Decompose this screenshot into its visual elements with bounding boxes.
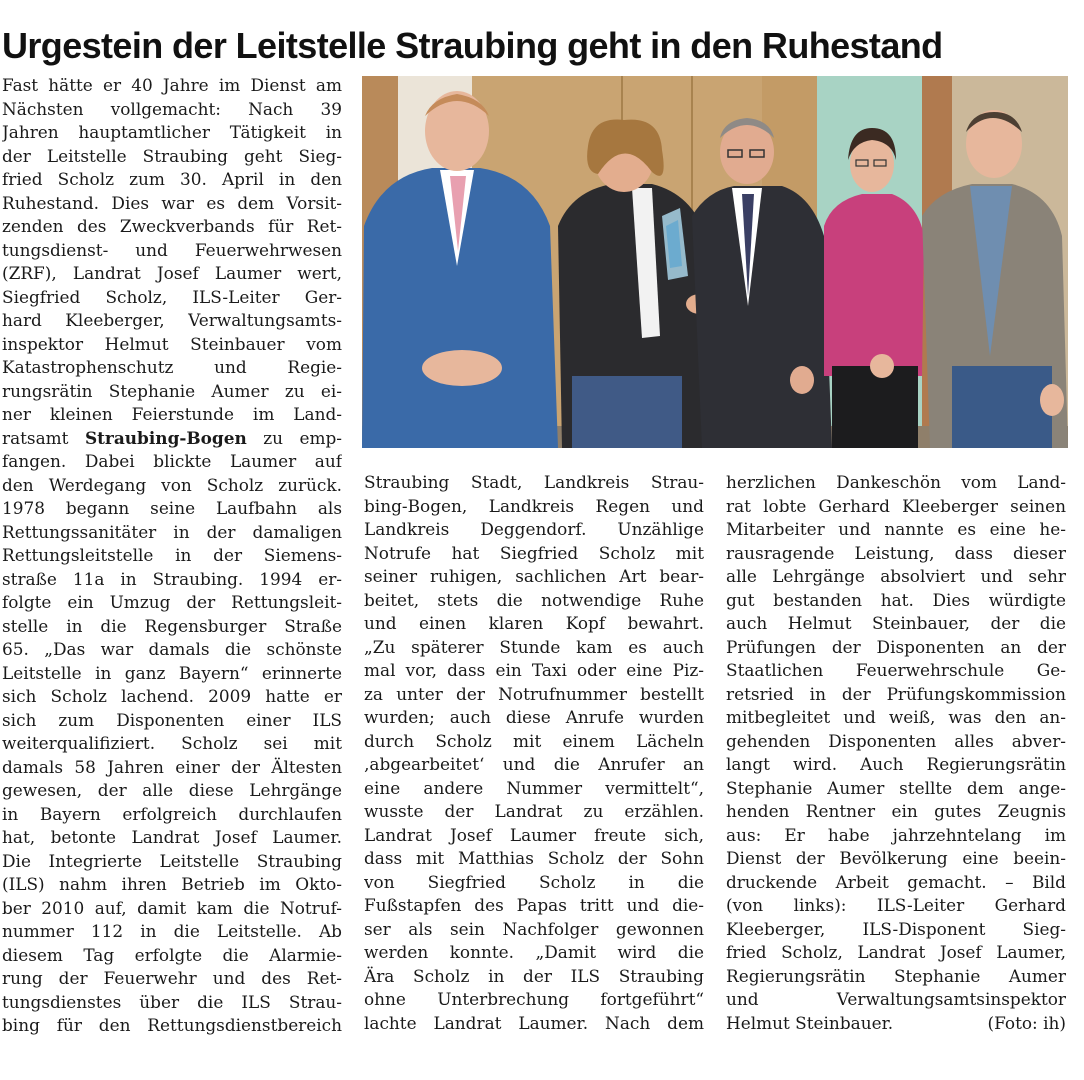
text-line: fried Scholz zum 30. April in den xyxy=(2,169,342,189)
text-line: hard Kleeberger, Verwaltungsamts- xyxy=(2,310,342,330)
text-line: (von links): ILS-Leiter Gerhard xyxy=(726,895,1066,915)
group-photo xyxy=(362,76,1068,448)
text-line: eine andere Nummer vermittelt“, xyxy=(364,777,704,798)
text-line: seiner ruhigen, sachlichen Art bear- xyxy=(364,566,704,586)
text-line: Fußstapfen des Papas tritt und die- xyxy=(364,895,704,915)
text-line: zenden des Zweckverbands für Ret- xyxy=(2,216,342,236)
text-line: ‚abgearbeitet‘ und die Anrufer an xyxy=(364,754,704,774)
text-line: Die Integrierte Leitstelle Straubing xyxy=(2,850,342,871)
text-line: Staatlichen Feuerwehrschule Ge- xyxy=(726,660,1066,680)
group-photo-illustration xyxy=(362,76,1068,448)
text-line: bing-Bogen, Landkreis Regen und xyxy=(364,495,704,516)
article-column-1 xyxy=(2,74,342,1038)
text-line: lachte Landrat Laumer. Nach dem xyxy=(364,1012,704,1033)
text-line: tungsdienstes über die ILS Strau- xyxy=(2,991,342,1012)
text-line: druckende Arbeit gemacht. – Bild xyxy=(726,871,1066,892)
text-line: Regierungsrätin Stephanie Aumer xyxy=(726,965,1066,986)
text-line: durch Scholz mit einem Lächeln xyxy=(364,730,704,751)
text-line: retsried in der Prüfungskommission xyxy=(726,683,1066,704)
text-line: langt wird. Auch Regierungsrätin xyxy=(726,754,1066,774)
text-line xyxy=(2,427,342,451)
text-line: aus: Er habe jahrzehntelang im xyxy=(726,824,1066,845)
text-line: gehenden Disponenten alles abver- xyxy=(726,730,1066,751)
text-line: „Zu späterer Stunde kam es auch xyxy=(364,636,704,657)
article-column-3 xyxy=(726,471,1066,1035)
text-line: Rettungssanitäter in der damaligen xyxy=(2,521,342,542)
text-line: Fast hätte er 40 Jahre im Dienst am xyxy=(2,75,342,95)
text-line: 65. „Das war damals die schönste xyxy=(2,639,342,659)
text-line: stelle in die Regensburger Straße xyxy=(2,615,342,636)
text-line: auch Helmut Steinbauer, der die xyxy=(726,613,1066,633)
text-line: Nächsten vollgemacht: Nach 39 xyxy=(2,98,342,119)
text-line: sich Scholz lachend. 2009 hatte er xyxy=(2,686,342,706)
text-line: ner kleinen Feierstunde im Land- xyxy=(2,404,342,424)
text-line: (ZRF), Landrat Josef Laumer wert, xyxy=(2,263,342,283)
text-line: Jahren hauptamtlicher Tätigkeit in xyxy=(2,122,342,142)
text-line: rungsrätin Stephanie Aumer zu ei- xyxy=(2,380,342,401)
text-line: (ILS) nahm ihren Betrieb im Okto- xyxy=(2,874,342,894)
headline: Urgestein der Leitstelle Straubing geht in den Ruhestand xyxy=(2,25,943,66)
article-column-2 xyxy=(364,471,704,1035)
photo-credit: (Foto: ih) xyxy=(987,1012,1066,1033)
text-line: henden Rentner ein gutes Zeugnis xyxy=(726,801,1066,821)
text-line: ber 2010 auf, damit kam die Notruf- xyxy=(2,897,342,918)
text-line: Dienst der Bevölkerung eine beein- xyxy=(726,848,1066,868)
text-line: Landrat Josef Laumer freute sich, xyxy=(364,824,704,845)
text-line: Rettungsleitstelle in der Siemens- xyxy=(2,545,342,565)
text-run: Helmut Steinbauer. xyxy=(726,1012,894,1033)
text-line: alle Lehrgänge absolviert und sehr xyxy=(726,566,1066,586)
text-line: rausragende Leistung, dass dieser xyxy=(726,542,1066,563)
text-line: 1978 begann seine Laufbahn als xyxy=(2,498,342,518)
text-line: Prüfungen der Disponenten an der xyxy=(726,636,1066,657)
text-line: inspektor Helmut Steinbauer vom xyxy=(2,333,342,354)
text-line: beitet, stets die notwendige Ruhe xyxy=(364,589,704,610)
text-line: wusste der Landrat zu erzählen. xyxy=(364,801,704,821)
text-line: ohne Unterbrechung fortgeführt“ xyxy=(364,989,704,1009)
text-line: weiterqualifiziert. Scholz sei mit xyxy=(2,733,342,753)
text-line: von Siegfried Scholz in die xyxy=(364,871,704,892)
text-line: Ära Scholz in der ILS Straubing xyxy=(364,965,704,986)
text-line: bing für den Rettungsdienstbereich xyxy=(2,1015,342,1035)
text-line: dass mit Matthias Scholz der Sohn xyxy=(364,848,704,868)
text-line: damals 58 Jahren einer der Ältesten xyxy=(2,756,342,777)
text-line: Katastrophenschutz und Regie- xyxy=(2,357,342,377)
text-line: diesem Tag erfolgte die Alarmie- xyxy=(2,944,342,965)
text-line xyxy=(726,1012,1066,1036)
text-line: in Bayern erfolgreich durchlaufen xyxy=(2,803,342,824)
text-line: folgte ein Umzug der Rettungsleit- xyxy=(2,592,342,612)
text-line: fried Scholz, Landrat Josef Laumer, xyxy=(726,942,1066,962)
text-line: Notrufe hat Siegfried Scholz mit xyxy=(364,542,704,563)
text-run: zu emp- xyxy=(246,427,342,448)
text-line: Kleeberger, ILS-Disponent Sieg- xyxy=(726,918,1066,939)
text-line: Ruhestand. Dies war es dem Vorsit- xyxy=(2,192,342,213)
text-line: der Leitstelle Straubing geht Sieg- xyxy=(2,145,342,166)
text-line: ser als sein Nachfolger gewonnen xyxy=(364,918,704,939)
text-line: und einen klaren Kopf bewahrt. xyxy=(364,613,704,633)
text-line: werden konnte. „Damit wird die xyxy=(364,942,704,962)
text-line: Mitarbeiter und nannte es eine he- xyxy=(726,519,1066,539)
text-line: fangen. Dabei blickte Laumer auf xyxy=(2,451,342,471)
text-line: mitbegleitet und weiß, was den an- xyxy=(726,707,1066,727)
text-line: Straubing Stadt, Landkreis Strau- xyxy=(364,472,704,492)
text-line: tungsdienst- und Feuerwehrwesen xyxy=(2,239,342,260)
text-line: nummer 112 in die Leitstelle. Ab xyxy=(2,921,342,941)
text-run: ratsamt xyxy=(2,427,85,448)
text-line: den Werdegang von Scholz zurück. xyxy=(2,474,342,495)
text-line: Landkreis Deggendorf. Unzählige xyxy=(364,519,704,539)
text-line: Leitstelle in ganz Bayern“ erinnerte xyxy=(2,662,342,683)
text-line: Stephanie Aumer stellte dem ange- xyxy=(726,777,1066,798)
text-line: rat lobte Gerhard Kleeberger seinen xyxy=(726,495,1066,516)
text-line: hat, betonte Landrat Josef Laumer. xyxy=(2,827,342,847)
text-line: und Verwaltungsamtsinspektor xyxy=(726,989,1066,1009)
text-line: gut bestanden hat. Dies würdigte xyxy=(726,589,1066,610)
location-bold: Straubing-Bogen xyxy=(84,427,247,448)
text-line: sich zum Disponenten einer ILS xyxy=(2,709,342,730)
text-line: wurden; auch diese Anrufe wurden xyxy=(364,707,704,727)
text-line: za unter der Notrufnummer bestellt xyxy=(364,683,704,704)
text-line: gewesen, der alle diese Lehrgänge xyxy=(2,780,342,800)
text-line: Siegfried Scholz, ILS-Leiter Ger- xyxy=(2,286,342,307)
text-line: herzlichen Dankeschön vom Land- xyxy=(726,472,1066,492)
text-line: straße 11a in Straubing. 1994 er- xyxy=(2,568,342,589)
text-line: rung der Feuerwehr und des Ret- xyxy=(2,968,342,988)
text-line: mal vor, dass ein Taxi oder eine Piz- xyxy=(364,660,704,680)
